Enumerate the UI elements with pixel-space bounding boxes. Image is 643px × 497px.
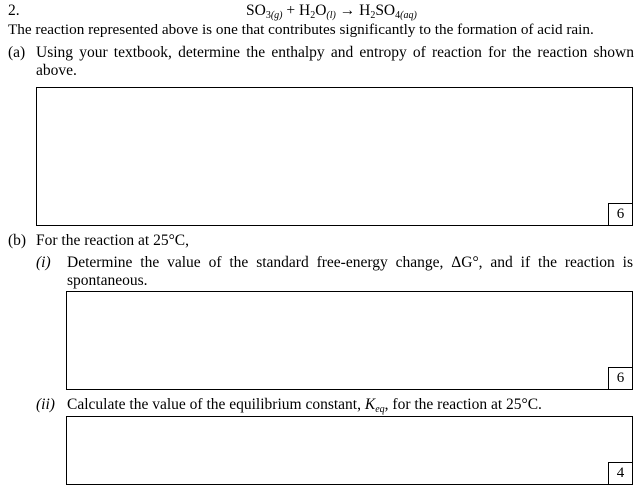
part-b-label: (b) [8, 232, 27, 249]
product-h2so4: $H_2SO_{4(aq)}$ [359, 2, 417, 21]
question-number: 2. [8, 2, 20, 19]
question-intro: The reaction represented above is one that contributes significantly to the formation of acid rain. [8, 21, 594, 38]
reactant-so3: $SO_{3(g)}$ [246, 2, 283, 21]
part-b-i-answer-box[interactable] [66, 291, 633, 390]
part-b-i-label: (i) [36, 254, 51, 271]
reaction-equation: $SO_{3(g)} + H_2O_{(l)} \to H_2SO_{4(aq)}$ [246, 2, 417, 21]
reactant-water: $H_2O_{(l)}$ [299, 2, 336, 21]
part-b-text: For the reaction at 25°C, [36, 232, 189, 249]
part-b-ii-marks: 4 [608, 462, 632, 484]
part-a-label: (a) [8, 44, 26, 61]
part-b-ii-label: (ii) [36, 396, 55, 413]
part-b-i-text: Determine the value of the standard free-energy change, ΔG°, and if the reaction is spontaneous. [67, 254, 633, 289]
part-b-i-marks: 6 [608, 367, 632, 389]
part-a-text: Using your textbook, determine the enthalpy and entropy of reaction for the reaction shown above. [36, 44, 634, 79]
part-b-ii-text: Calculate the value of the equilibrium constant, $K_{eq}$, for the reaction at 25°C. [67, 396, 542, 415]
part-a-answer-box[interactable] [36, 87, 633, 226]
reaction-arrow: → [335, 2, 360, 19]
part-a-marks: 6 [608, 203, 632, 225]
part-b-ii-answer-box[interactable] [66, 416, 633, 485]
